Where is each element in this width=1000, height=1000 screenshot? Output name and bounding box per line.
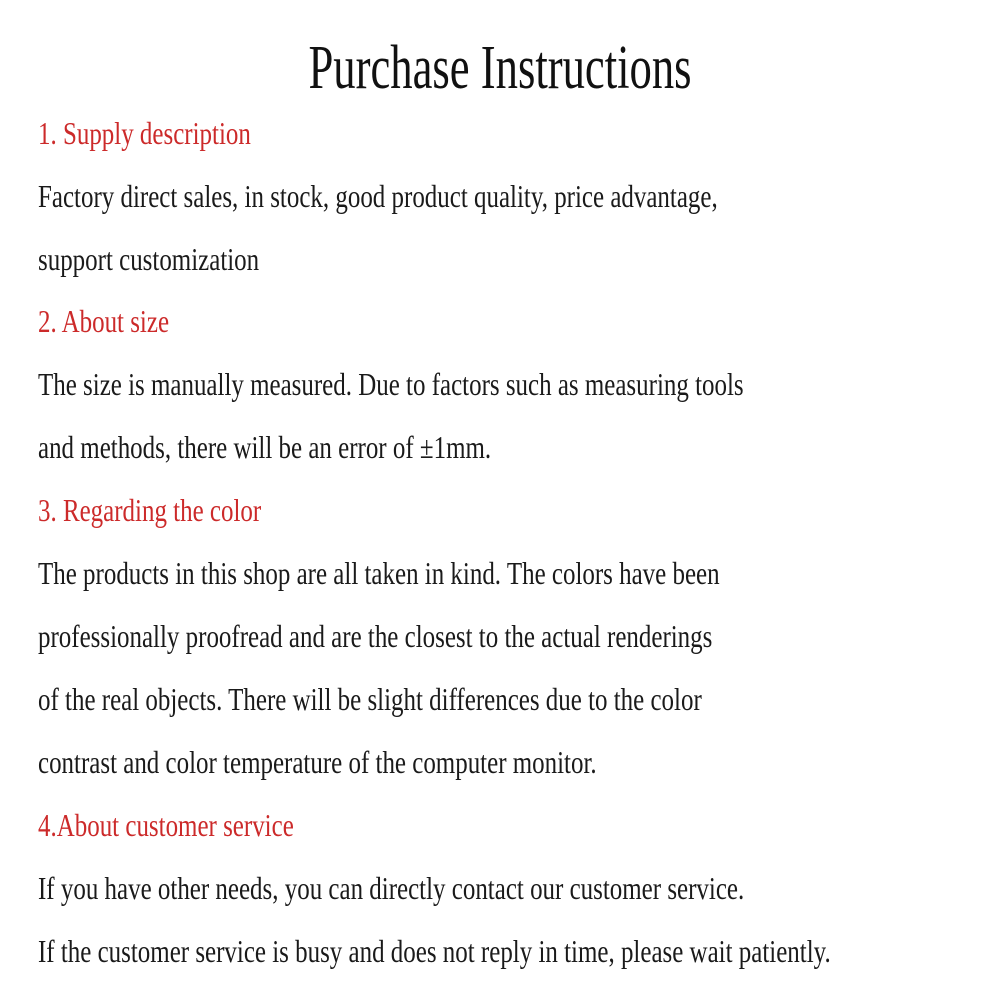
section-2-line-2: and methods, there will be an error of ±1mm. <box>38 429 492 465</box>
section-3-line-1: The products in this shop are all taken in kind. The colors have been <box>38 555 720 591</box>
section-2-line-1: The size is manually measured. Due to factors such as measuring tools <box>38 366 744 402</box>
section-3-heading: 3. Regarding the color <box>38 492 262 528</box>
section-2-heading: 2. About size <box>38 303 170 339</box>
section-4-line-1: If you have other needs, you can directly contact our customer service. <box>38 870 745 906</box>
section-4-heading: 4.About customer service <box>38 807 294 843</box>
section-1-line-2: support customization <box>38 241 260 277</box>
section-1-line-1: Factory direct sales, in stock, good product quality, price advantage, <box>38 178 718 214</box>
page-title: Purchase Instructions <box>308 34 692 102</box>
section-3-line-2: professionally proofread and are the closest to the actual renderings <box>38 618 713 654</box>
section-3-line-3: of the real objects. There will be slight differences due to the color <box>38 681 702 717</box>
section-3-line-4: contrast and color temperature of the computer monitor. <box>38 744 597 780</box>
section-4-line-2: If the customer service is busy and does not reply in time, please wait patiently. <box>38 933 831 969</box>
section-1-heading: 1. Supply description <box>38 115 251 151</box>
